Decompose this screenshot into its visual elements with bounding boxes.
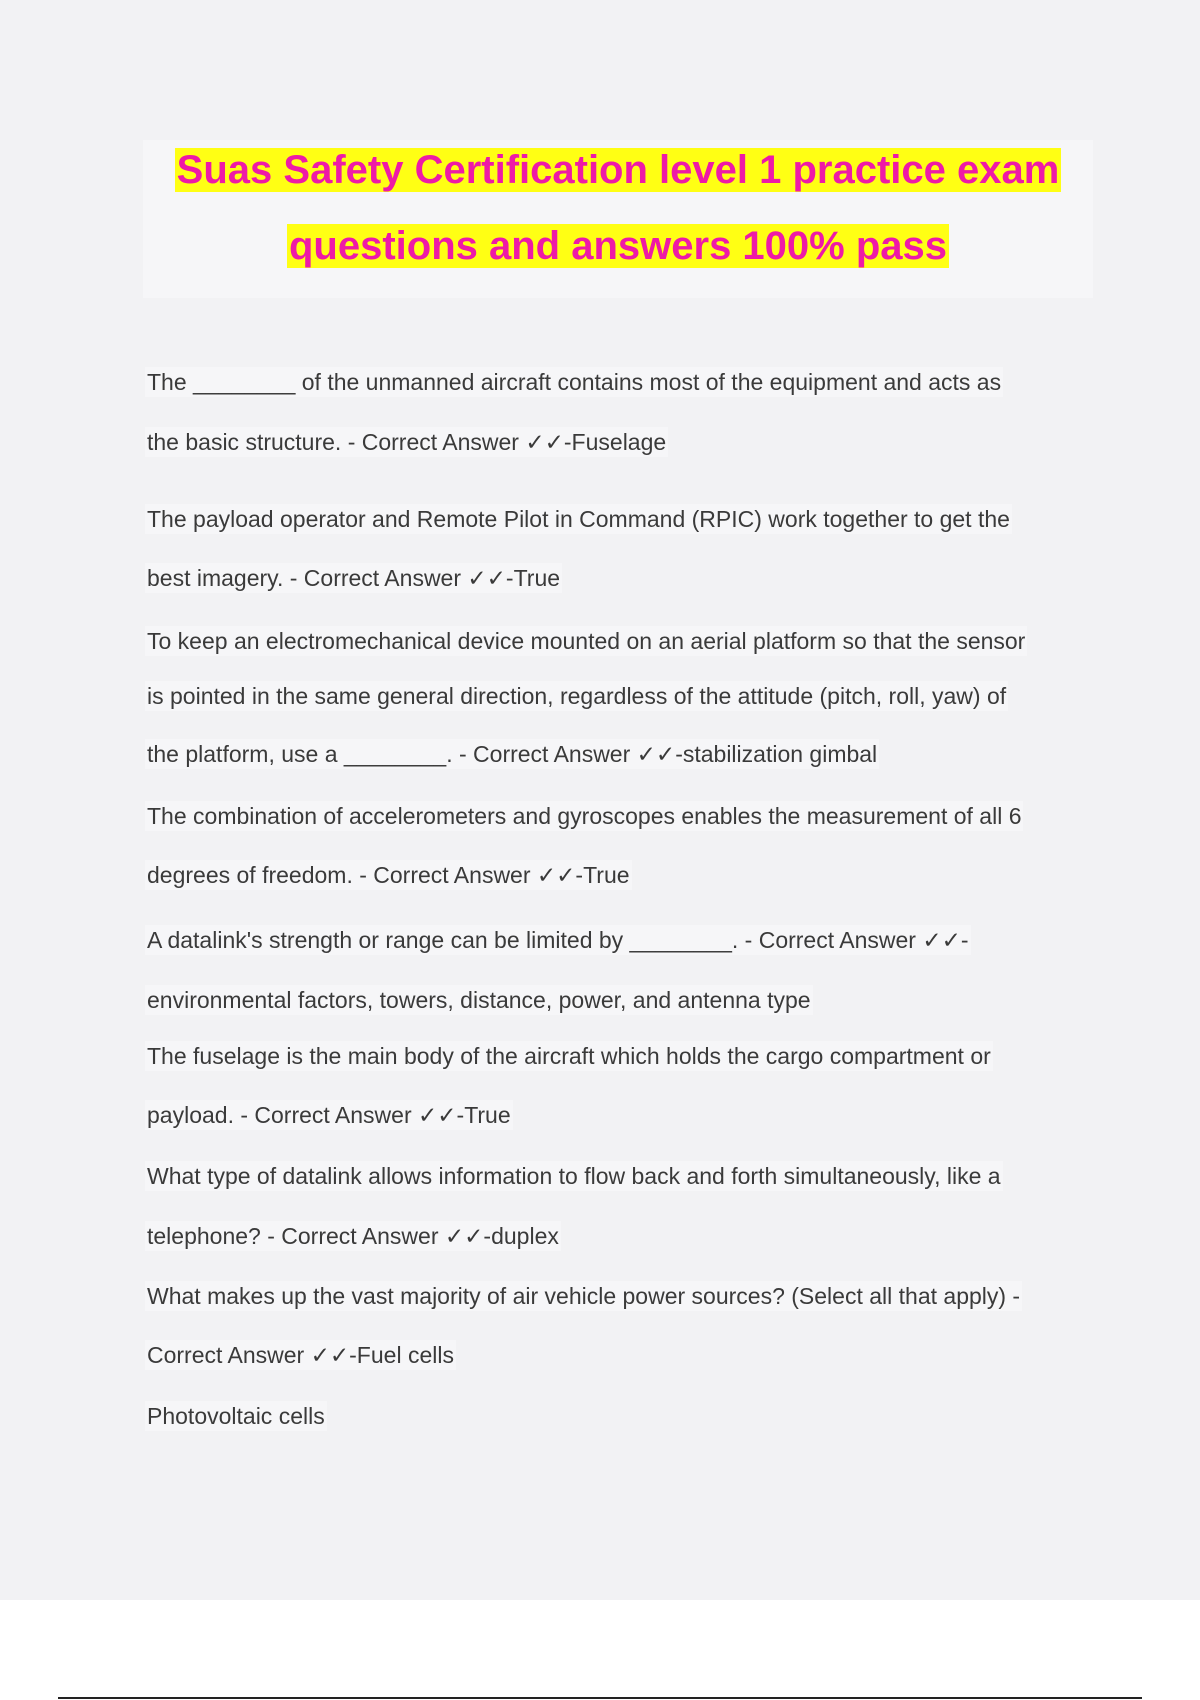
question-4-line-2: degrees of freedom. - Correct Answer ✓✓-True [147, 862, 630, 888]
question-6-line-1: The fuselage is the main body of the aircraft which holds the cargo compartment or [147, 1043, 991, 1069]
question-8-line-2: Correct Answer ✓✓-Fuel cells [147, 1342, 454, 1368]
question-3-line-3: the platform, use a ________. - Correct Answer ✓✓-stabilization gimbal [147, 741, 878, 767]
question-3-line-2: is pointed in the same general direction, regardless of the attitude (pitch, roll, yaw) of [147, 683, 1007, 709]
title-line-2-text: questions and answers 100% pass [288, 224, 948, 268]
question-7-line-2: telephone? - Correct Answer ✓✓-duplex [147, 1223, 559, 1249]
footer-rule [58, 1697, 1142, 1699]
question-5-line-1: A datalink's strength or range can be limited by ________. - Correct Answer ✓✓- [147, 927, 969, 953]
question-6-line-2: payload. - Correct Answer ✓✓-True [147, 1102, 511, 1128]
question-2-line-1: The payload operator and Remote Pilot in Command (RPIC) work together to get the [147, 506, 1010, 532]
question-1-line-1: The ________ of the unmanned aircraft contains most of the equipment and acts as [147, 369, 1002, 395]
question-5-line-2: environmental factors, towers, distance, power, and antenna type [147, 987, 811, 1013]
question-1-line-2: the basic structure. - Correct Answer ✓✓-Fuselage [147, 429, 667, 455]
question-3-line-1: To keep an electromechanical device mounted on an aerial platform so that the sensor [147, 628, 1026, 654]
question-4-line-1: The combination of accelerometers and gyroscopes enables the measurement of all 6 [147, 803, 1022, 829]
title-line-1-text: Suas Safety Certification level 1 practice exam [176, 148, 1060, 192]
question-8-line-3: Photovoltaic cells [147, 1403, 325, 1429]
question-2-line-2: best imagery. - Correct Answer ✓✓-True [147, 565, 561, 591]
title-line-2 [143, 221, 1093, 271]
title-block [143, 140, 1093, 298]
question-7-line-1: What type of datalink allows information to flow back and forth simultaneously, like a [147, 1163, 1001, 1189]
question-8-line-1: What makes up the vast majority of air vehicle power sources? (Select all that apply) - [147, 1283, 1021, 1309]
title-line-1 [143, 145, 1093, 195]
